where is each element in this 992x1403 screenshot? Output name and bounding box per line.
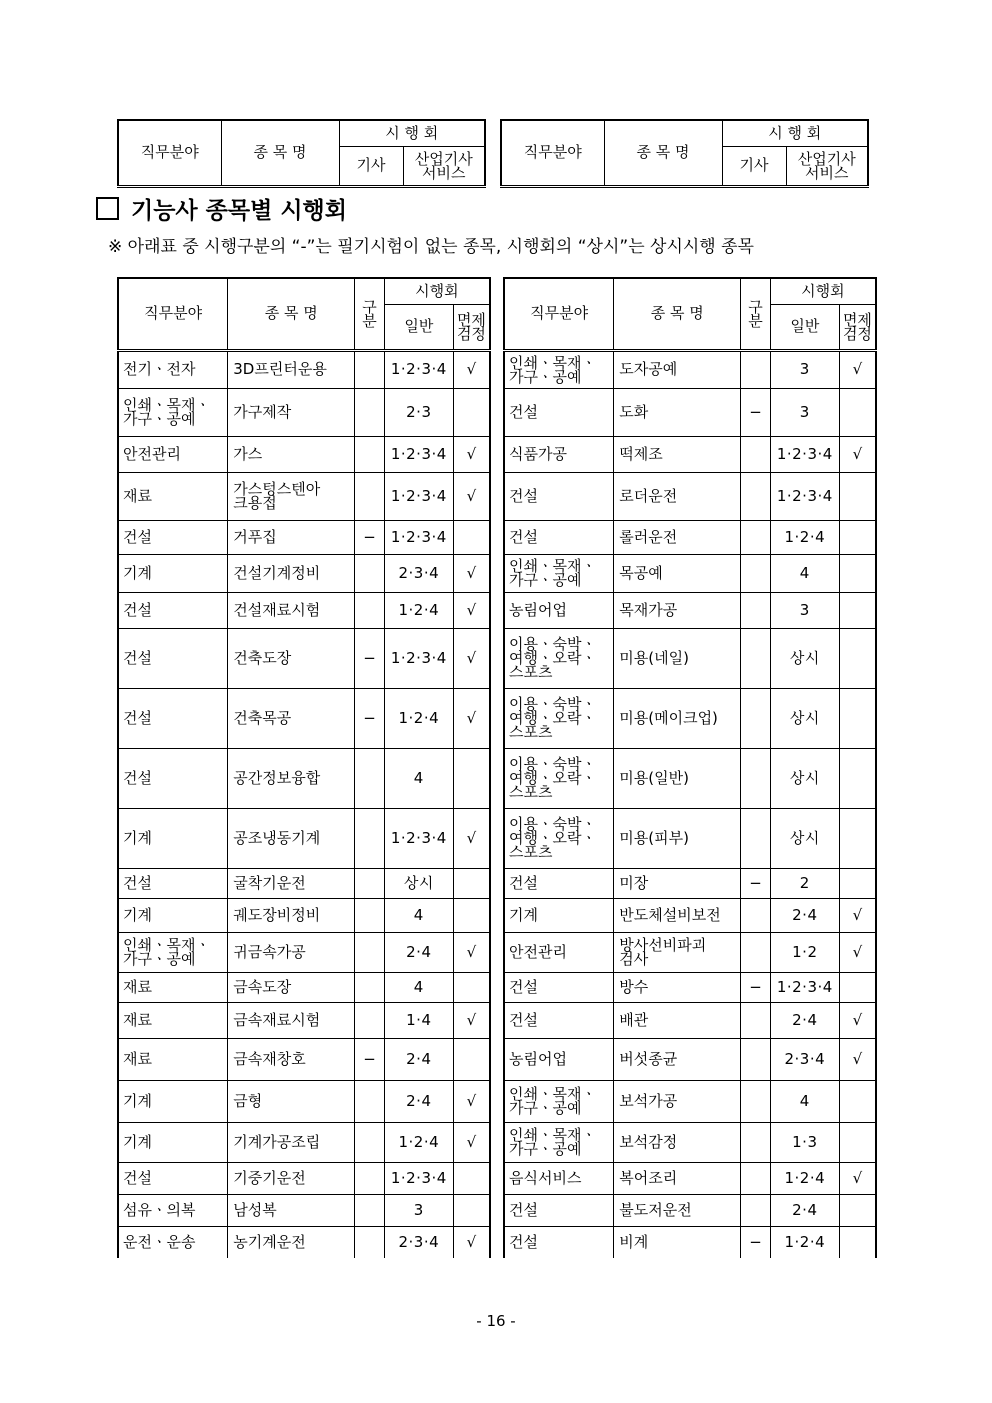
- row-gubun: −: [355, 628, 384, 688]
- row-field: 인쇄ㆍ목재ㆍ 가구ㆍ공예: [504, 554, 614, 592]
- row-check: [453, 520, 490, 554]
- row-gubun: [741, 1038, 770, 1080]
- row-name: 로더운전: [614, 472, 741, 520]
- table-row: [118, 1194, 490, 1226]
- row-check: √: [453, 808, 490, 868]
- table-row: [118, 554, 490, 592]
- table-row: [118, 1080, 490, 1122]
- row-gubun: [355, 972, 384, 1002]
- row-name: 금속도장: [228, 972, 355, 1002]
- row-round: 1·4: [384, 1002, 453, 1038]
- row-round: 1·3: [770, 1122, 839, 1162]
- table-row: [504, 868, 876, 898]
- row-gubun: [741, 1080, 770, 1122]
- row-check: √: [453, 1002, 490, 1038]
- table-row: [504, 688, 876, 748]
- row-field: 농림어업: [504, 1038, 614, 1080]
- top-header-name: 종 목 명: [604, 120, 722, 186]
- table-row: [118, 472, 490, 520]
- row-round: 1·2: [770, 932, 839, 972]
- row-gubun: [355, 808, 384, 868]
- row-field: 건설: [118, 628, 228, 688]
- row-round: 2: [770, 868, 839, 898]
- row-check: [839, 520, 876, 554]
- row-round: 1·2·3·4: [384, 472, 453, 520]
- row-round: 2·4: [770, 898, 839, 932]
- row-check: √: [453, 1226, 490, 1258]
- row-check: [839, 592, 876, 628]
- row-check: [839, 388, 876, 436]
- row-gubun: [741, 350, 770, 388]
- row-gubun: −: [741, 972, 770, 1002]
- table-row: [118, 688, 490, 748]
- row-name: 미용(일반): [614, 748, 741, 808]
- row-field: 건설: [504, 1002, 614, 1038]
- row-check: [453, 1194, 490, 1226]
- row-name: 농기계운전: [228, 1226, 355, 1258]
- row-field: 안전관리: [118, 436, 228, 472]
- row-check: √: [453, 932, 490, 972]
- row-gubun: [741, 932, 770, 972]
- row-name: 공간정보융합: [228, 748, 355, 808]
- row-field: 인쇄ㆍ목재ㆍ 가구ㆍ공예: [118, 932, 228, 972]
- row-round: 1·2·3·4: [384, 808, 453, 868]
- row-round: 1·2·3·4: [384, 1162, 453, 1194]
- table-row: [504, 808, 876, 868]
- row-check: [839, 1122, 876, 1162]
- row-name: 건설기계정비: [228, 554, 355, 592]
- row-gubun: [741, 472, 770, 520]
- row-name: 불도저운전: [614, 1194, 741, 1226]
- row-round: 3: [770, 592, 839, 628]
- row-name: 궤도장비정비: [228, 898, 355, 932]
- exam-table-left: [117, 277, 491, 1258]
- header-gubun: 구 분: [355, 278, 384, 350]
- page-number: - 16 -: [476, 1312, 516, 1330]
- row-gubun: [741, 688, 770, 748]
- table-row: [118, 1226, 490, 1258]
- row-check: √: [453, 436, 490, 472]
- table-row: [504, 1194, 876, 1226]
- table-row: [504, 1080, 876, 1122]
- row-round: 1·2·4: [384, 592, 453, 628]
- row-check: [839, 1194, 876, 1226]
- header-name: 종 목 명: [614, 278, 741, 350]
- exam-table-right: [503, 277, 877, 1258]
- header-name: 종 목 명: [228, 278, 355, 350]
- row-gubun: −: [355, 520, 384, 554]
- row-field: 이용ㆍ숙박ㆍ 여행ㆍ오락ㆍ 스포츠: [504, 748, 614, 808]
- table-row: [118, 1002, 490, 1038]
- row-round: 1·2·4: [770, 1162, 839, 1194]
- row-field: 건설: [504, 868, 614, 898]
- table-row: [504, 520, 876, 554]
- row-field: 건설: [118, 748, 228, 808]
- row-name: 금형: [228, 1080, 355, 1122]
- row-check: √: [839, 1002, 876, 1038]
- top-header-engineer: 기사: [339, 146, 403, 186]
- row-name: 배관: [614, 1002, 741, 1038]
- top-header-exam-round: 시 행 회: [722, 120, 868, 146]
- row-check: [839, 628, 876, 688]
- row-round: 4: [384, 748, 453, 808]
- table-row: [504, 388, 876, 436]
- table-row: [118, 972, 490, 1002]
- row-gubun: [355, 1122, 384, 1162]
- row-field: 인쇄ㆍ목재ㆍ 가구ㆍ공예: [504, 1080, 614, 1122]
- row-round: 상시: [770, 628, 839, 688]
- row-check: √: [839, 898, 876, 932]
- table-row: [118, 350, 490, 388]
- top-header-name: 종 목 명: [221, 120, 339, 186]
- row-field: 운전ㆍ운송: [118, 1226, 228, 1258]
- row-check: √: [453, 1080, 490, 1122]
- row-name: 금속재료시험: [228, 1002, 355, 1038]
- row-gubun: [741, 592, 770, 628]
- header-field: 직무분야: [504, 278, 614, 350]
- table-row: [118, 748, 490, 808]
- row-round: 1·2·3·4: [384, 350, 453, 388]
- top-header-industrial: 산업기사 서비스: [786, 146, 868, 186]
- row-check: √: [453, 1122, 490, 1162]
- row-field: 건설: [118, 868, 228, 898]
- row-field: 이용ㆍ숙박ㆍ 여행ㆍ오락ㆍ 스포츠: [504, 808, 614, 868]
- row-round: 1·2·4: [384, 688, 453, 748]
- checkbox-square-icon: [96, 197, 119, 220]
- row-field: 안전관리: [504, 932, 614, 972]
- row-check: [839, 1226, 876, 1258]
- row-field: 섬유ㆍ의복: [118, 1194, 228, 1226]
- row-check: √: [839, 1162, 876, 1194]
- row-check: √: [453, 592, 490, 628]
- row-round: 3: [770, 388, 839, 436]
- row-gubun: [741, 1002, 770, 1038]
- row-check: [839, 972, 876, 1002]
- row-name: 보석감정: [614, 1122, 741, 1162]
- table-row: [118, 592, 490, 628]
- row-gubun: [355, 932, 384, 972]
- table-row: [118, 520, 490, 554]
- row-name: 미장: [614, 868, 741, 898]
- row-check: [839, 748, 876, 808]
- row-gubun: [355, 472, 384, 520]
- section-title: [96, 192, 347, 225]
- row-check: [453, 388, 490, 436]
- row-check: [453, 748, 490, 808]
- row-name: 도자공예: [614, 350, 741, 388]
- row-gubun: [355, 350, 384, 388]
- row-name: 떡제조: [614, 436, 741, 472]
- table-row: [118, 436, 490, 472]
- row-field: 건설: [504, 972, 614, 1002]
- row-name: 도화: [614, 388, 741, 436]
- row-field: 재료: [118, 1002, 228, 1038]
- row-name: 3D프린터운용: [228, 350, 355, 388]
- row-field: 기계: [504, 898, 614, 932]
- row-check: [839, 688, 876, 748]
- top-header-engineer: 기사: [722, 146, 786, 186]
- row-field: 기계: [118, 1122, 228, 1162]
- row-name: 미용(피부): [614, 808, 741, 868]
- row-gubun: [355, 554, 384, 592]
- row-round: 2·3·4: [384, 554, 453, 592]
- row-round: 1·2·4: [770, 520, 839, 554]
- row-check: √: [839, 350, 876, 388]
- row-round: 2·4: [384, 932, 453, 972]
- row-field: 이용ㆍ숙박ㆍ 여행ㆍ오락ㆍ 스포츠: [504, 688, 614, 748]
- top-header-field: 직무분야: [118, 120, 221, 186]
- row-round: 2·3·4: [384, 1226, 453, 1258]
- row-field: 건설: [504, 520, 614, 554]
- table-row: [504, 1122, 876, 1162]
- table-row: [504, 1226, 876, 1258]
- row-check: [453, 972, 490, 1002]
- table-row: [118, 1162, 490, 1194]
- table-row: [504, 972, 876, 1002]
- row-gubun: −: [355, 688, 384, 748]
- row-gubun: [355, 388, 384, 436]
- row-name: 건설재료시험: [228, 592, 355, 628]
- top-header-table-right: [500, 119, 869, 188]
- row-field: 식품가공: [504, 436, 614, 472]
- row-field: 음식서비스: [504, 1162, 614, 1194]
- table-row: [504, 554, 876, 592]
- table-row: [118, 1122, 490, 1162]
- row-name: 거푸집: [228, 520, 355, 554]
- row-gubun: [741, 808, 770, 868]
- row-check: [839, 808, 876, 868]
- row-name: 미용(메이크업): [614, 688, 741, 748]
- header-general: 일반: [770, 304, 839, 350]
- table-row: [118, 388, 490, 436]
- row-gubun: [355, 1226, 384, 1258]
- row-name: 건축도장: [228, 628, 355, 688]
- row-field: 건설: [118, 592, 228, 628]
- row-field: 기계: [118, 808, 228, 868]
- row-check: √: [839, 436, 876, 472]
- row-field: 건설: [118, 688, 228, 748]
- top-header-table-left: [117, 119, 486, 188]
- row-name: 남성복: [228, 1194, 355, 1226]
- row-gubun: −: [741, 1226, 770, 1258]
- row-gubun: [355, 898, 384, 932]
- row-round: 4: [384, 972, 453, 1002]
- row-field: 기계: [118, 1080, 228, 1122]
- row-check: √: [453, 688, 490, 748]
- row-gubun: [355, 748, 384, 808]
- row-field: 건설: [118, 1162, 228, 1194]
- row-field: 이용ㆍ숙박ㆍ 여행ㆍ오락ㆍ 스포츠: [504, 628, 614, 688]
- table-row: [504, 1162, 876, 1194]
- row-gubun: [741, 436, 770, 472]
- row-gubun: [741, 1162, 770, 1194]
- header-exam-round: 시행회: [384, 278, 490, 304]
- row-gubun: −: [741, 388, 770, 436]
- row-name: 금속재창호: [228, 1038, 355, 1080]
- table-row: [504, 1002, 876, 1038]
- row-field: 건설: [504, 1226, 614, 1258]
- row-field: 인쇄ㆍ목재ㆍ 가구ㆍ공예: [504, 1122, 614, 1162]
- section-note: ※ 아래표 중 시행구분의 “-”는 필기시험이 없는 종목, 시행회의 “상시”는 상시시행 종목: [108, 237, 754, 257]
- row-round: 3: [384, 1194, 453, 1226]
- row-round: 1·2·3·4: [770, 972, 839, 1002]
- row-field: 인쇄ㆍ목재ㆍ 가구ㆍ공예: [118, 388, 228, 436]
- row-name: 목재가공: [614, 592, 741, 628]
- row-check: √: [453, 350, 490, 388]
- table-row: [118, 808, 490, 868]
- row-round: 1·2·3·4: [384, 436, 453, 472]
- row-field: 재료: [118, 1038, 228, 1080]
- row-name: 보석가공: [614, 1080, 741, 1122]
- row-name: 롤러운전: [614, 520, 741, 554]
- row-check: [839, 868, 876, 898]
- row-name: 건축목공: [228, 688, 355, 748]
- row-field: 기계: [118, 554, 228, 592]
- row-gubun: [741, 748, 770, 808]
- row-round: 2·3: [384, 388, 453, 436]
- row-field: 재료: [118, 472, 228, 520]
- row-name: 귀금속가공: [228, 932, 355, 972]
- row-name: 기중기운전: [228, 1162, 355, 1194]
- row-name: 가스텅스텐아 크용접: [228, 472, 355, 520]
- row-round: 상시: [770, 748, 839, 808]
- row-check: [453, 1038, 490, 1080]
- row-field: 건설: [504, 472, 614, 520]
- row-check: √: [839, 932, 876, 972]
- header-general: 일반: [384, 304, 453, 350]
- row-field: 건설: [504, 1194, 614, 1226]
- row-round: 1·2·3·4: [770, 472, 839, 520]
- row-round: 2·4: [384, 1080, 453, 1122]
- row-round: 4: [384, 898, 453, 932]
- table-row: [504, 1038, 876, 1080]
- table-row: [118, 628, 490, 688]
- row-name: 목공예: [614, 554, 741, 592]
- row-round: 1·2·3·4: [384, 520, 453, 554]
- row-round: 2·3·4: [770, 1038, 839, 1080]
- row-name: 방수: [614, 972, 741, 1002]
- row-gubun: [355, 1162, 384, 1194]
- row-name: 미용(네일): [614, 628, 741, 688]
- header-exam-round: 시행회: [770, 278, 876, 304]
- table-row: [504, 748, 876, 808]
- row-check: [839, 1080, 876, 1122]
- row-gubun: [741, 1122, 770, 1162]
- row-check: [453, 898, 490, 932]
- row-name: 기계가공조립: [228, 1122, 355, 1162]
- row-gubun: [741, 520, 770, 554]
- row-check: [453, 1162, 490, 1194]
- row-name: 방사선비파괴 검사: [614, 932, 741, 972]
- row-check: [839, 554, 876, 592]
- row-round: 상시: [384, 868, 453, 898]
- row-name: 공조냉동기계: [228, 808, 355, 868]
- row-gubun: [741, 898, 770, 932]
- row-gubun: [741, 628, 770, 688]
- top-header-field: 직무분야: [501, 120, 604, 186]
- row-field: 건설: [118, 520, 228, 554]
- row-check: √: [453, 472, 490, 520]
- table-row: [118, 868, 490, 898]
- row-check: √: [453, 554, 490, 592]
- row-check: [839, 472, 876, 520]
- table-row: [504, 472, 876, 520]
- row-gubun: [741, 1194, 770, 1226]
- row-round: 1·2·3·4: [384, 628, 453, 688]
- header-exempt: 면제 검정: [453, 304, 490, 350]
- row-field: 기계: [118, 898, 228, 932]
- table-row: [504, 932, 876, 972]
- row-round: 상시: [770, 688, 839, 748]
- table-row: [118, 932, 490, 972]
- top-header-industrial: 산업기사 서비스: [403, 146, 485, 186]
- row-round: 2·4: [384, 1038, 453, 1080]
- row-gubun: [355, 1002, 384, 1038]
- row-gubun: [355, 1194, 384, 1226]
- row-gubun: [355, 436, 384, 472]
- header-field: 직무분야: [118, 278, 228, 350]
- row-round: 4: [770, 1080, 839, 1122]
- row-round: 4: [770, 554, 839, 592]
- row-check: √: [839, 1038, 876, 1080]
- table-row: [118, 1038, 490, 1080]
- table-row: [504, 350, 876, 388]
- row-round: 1·2·3·4: [770, 436, 839, 472]
- row-field: 건설: [504, 388, 614, 436]
- section-title-text: 기능사 종목별 시행회: [131, 198, 347, 224]
- row-round: 2·4: [770, 1002, 839, 1038]
- table-row: [504, 898, 876, 932]
- row-gubun: [355, 868, 384, 898]
- row-gubun: −: [741, 868, 770, 898]
- row-gubun: [355, 592, 384, 628]
- row-name: 비계: [614, 1226, 741, 1258]
- row-field: 재료: [118, 972, 228, 1002]
- row-field: 인쇄ㆍ목재ㆍ 가구ㆍ공예: [504, 350, 614, 388]
- row-gubun: −: [355, 1038, 384, 1080]
- row-round: 1·2·4: [384, 1122, 453, 1162]
- row-name: 굴착기운전: [228, 868, 355, 898]
- row-gubun: [741, 554, 770, 592]
- row-check: √: [453, 628, 490, 688]
- table-row: [118, 898, 490, 932]
- row-round: 3: [770, 350, 839, 388]
- row-name: 버섯종균: [614, 1038, 741, 1080]
- row-name: 반도체설비보전: [614, 898, 741, 932]
- row-name: 복어조리: [614, 1162, 741, 1194]
- row-field: 전기ㆍ전자: [118, 350, 228, 388]
- header-exempt: 면제 검정: [839, 304, 876, 350]
- table-row: [504, 628, 876, 688]
- row-check: [453, 868, 490, 898]
- row-name: 가스: [228, 436, 355, 472]
- row-name: 가구제작: [228, 388, 355, 436]
- row-round: 2·4: [770, 1194, 839, 1226]
- row-round: 상시: [770, 808, 839, 868]
- row-field: 농림어업: [504, 592, 614, 628]
- table-row: [504, 436, 876, 472]
- table-row: [504, 592, 876, 628]
- row-round: 1·2·4: [770, 1226, 839, 1258]
- header-gubun: 구 분: [741, 278, 770, 350]
- row-gubun: [355, 1080, 384, 1122]
- top-header-exam-round: 시 행 회: [339, 120, 485, 146]
